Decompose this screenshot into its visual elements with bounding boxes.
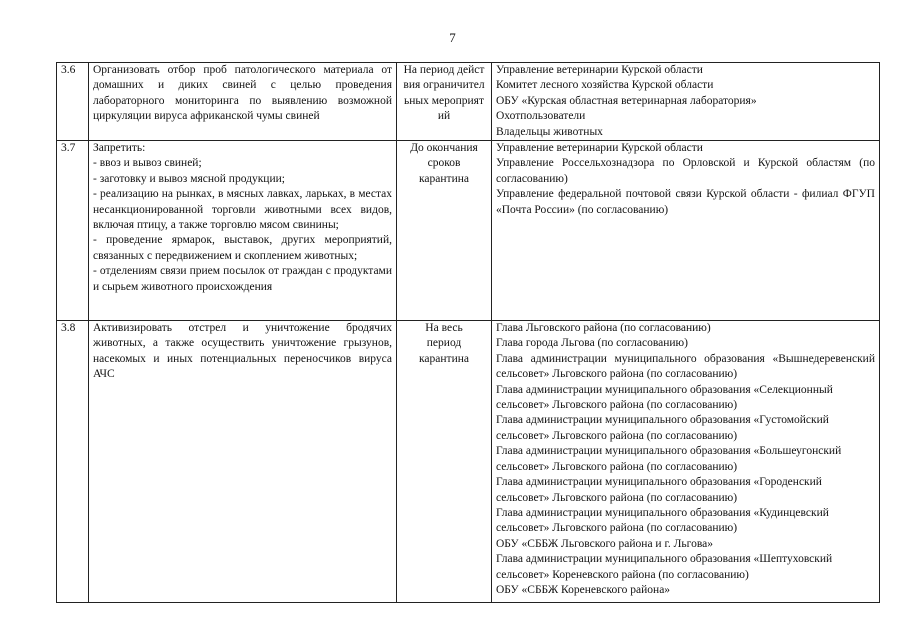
responsible-line: Глава администрации муниципального образования «Кудинцевский сельсовет» Льговского района (по согласованию): [496, 506, 829, 535]
task-text: Запретить:: [93, 142, 146, 155]
term-text: На весь период карантина: [419, 322, 469, 365]
table-row: [57, 141, 880, 321]
term-text: На период действия ограничительных мероприятий: [403, 64, 485, 123]
task-text: - реализацию на рынках, в мясных лавках, ларьках, в местах несанкционированной торговли животными всех видов, включая птицу, а также торговлю мясом свинины;: [93, 188, 392, 232]
row-number: 3.7: [57, 141, 89, 321]
responsible-line: Глава администрации муниципального образования «Вышнедеревенский сельсовет» Льговского района (по согласованию): [496, 352, 875, 381]
responsible-line: Глава администрации муниципального образования «Городенский сельсовет» Льговского района (по согласованию): [496, 476, 822, 504]
term-cell: [397, 63, 492, 141]
term-text: До окончания сроков карантина: [410, 142, 478, 185]
task-text: Организовать отбор проб патологического материала от домашних и диких свиней с целью проведения лабораторного мониторинга по выявлению возможной циркуляции вируса африканской чумы свиней: [93, 64, 392, 123]
term-cell: [397, 321, 492, 603]
responsible-line: Глава города Льгова (по согласованию): [496, 337, 688, 350]
responsible-cell: [492, 141, 880, 321]
responsible-line: ОБУ «СББЖ Льговского района и г. Льгова»: [496, 537, 713, 550]
responsible-line: Глава администрации муниципального образования «Селекционный сельсовет» Льговского района (по согласованию): [496, 383, 833, 412]
task-text: - ввоз и вывоз свиней;: [93, 157, 202, 170]
responsible-line: Глава администрации муниципального образования «Большеугонский сельсовет» Льговского района (по согласованию): [496, 445, 842, 473]
task-text: Активизировать отстрел и уничтожение бродячих животных, а также осуществить уничтожение грызунов, насекомых и иных потенциальных переносчиков вируса АЧС: [93, 322, 392, 381]
responsible-cell: [492, 63, 880, 141]
responsible-line: Глава администрации муниципального образования «Шептуховский сельсовет» Кореневского района (по согласованию): [496, 553, 833, 581]
task-cell: [89, 321, 397, 603]
task-text: - отделениям связи прием посылок от граждан с продуктами и сырьем животного происхождения: [93, 265, 392, 293]
task-cell: [89, 141, 397, 321]
responsible-line: Управление ветеринарии Курской области: [496, 64, 703, 76]
responsible-line: Глава администрации муниципального образования «Густомойский сельсовет» Льговского района (по согласованию): [496, 414, 829, 442]
row-number: 3.6: [57, 63, 89, 141]
responsible-line: Управление Россельхознадзора по Орловской и Курской областям (по согласованию): [496, 157, 875, 185]
task-text: - заготовку и вывоз мясной продукции;: [93, 172, 285, 185]
measures-table: [56, 62, 880, 603]
responsible-line: Управление ветеринарии Курской области: [496, 142, 703, 155]
responsible-line: Управление федеральной почтовой связи Курской области - филиал ФГУП «Почта России» (по согласованию): [496, 188, 875, 216]
responsible-cell: [492, 321, 880, 603]
responsible-line: ОБУ «Курская областная ветеринарная лаборатория»: [496, 94, 757, 107]
table-row: [57, 63, 880, 141]
responsible-line: Охотпользователи: [496, 110, 586, 123]
responsible-line: Глава Льговского района (по согласованию): [496, 322, 711, 335]
responsible-line: Комитет лесного хозяйства Курской области: [496, 79, 714, 92]
term-cell: [397, 141, 492, 321]
task-text: - проведение ярмарок, выставок, других мероприятий, связанных с передвижением и скоплением животных;: [93, 234, 392, 262]
table-row: [57, 321, 880, 603]
row-number: 3.8: [57, 321, 89, 603]
task-cell: [89, 63, 397, 141]
responsible-line: Владельцы животных: [496, 125, 603, 138]
page-number: 7: [449, 30, 456, 45]
responsible-line: ОБУ «СББЖ Кореневского района»: [496, 583, 671, 596]
